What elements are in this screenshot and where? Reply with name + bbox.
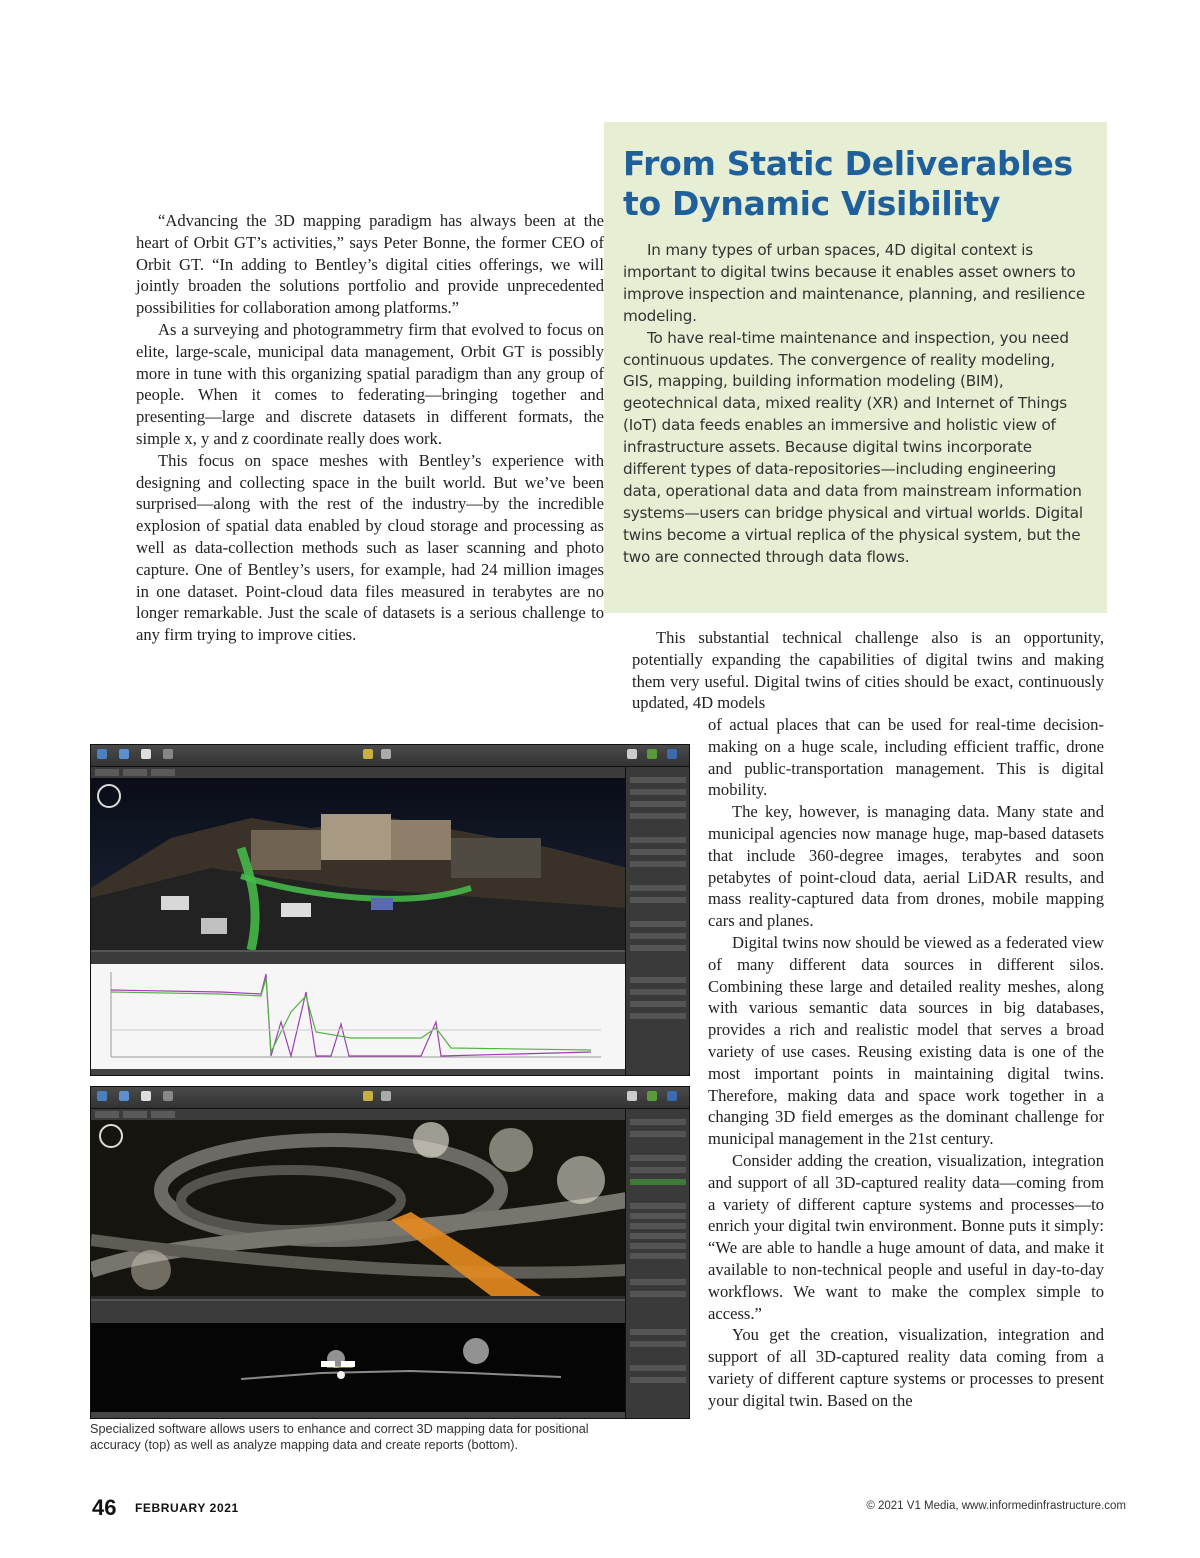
inspector-icon [119, 1091, 129, 1101]
measurement-panel [625, 1109, 689, 1419]
measure-icon [363, 749, 373, 759]
left-article-column [136, 210, 604, 646]
footer-left [92, 1495, 239, 1521]
right-column-top [632, 627, 1104, 714]
paragraph: “Advancing the 3D mapping paradigm has always been at the heart of Orbit GT’s activities,” says Peter Bonne, the former CEO of Orbit GT. “In adding to Bentley’s digital cities offerings, we will jointly broaden the solutions portfolio and provide unprecedented possibilities for collaboration among platforms.” [136, 211, 604, 318]
paragraph: The key, however, is managing data. Many state and municipal agencies now manage huge, map-based datasets that include 360-degree images, terabytes and soon petabytes of point-cloud data, aerial LiDAR results, and mass reality-captured data from drones, mobile mapping cars and planes. [708, 802, 1104, 931]
app-toolbar [91, 1087, 690, 1109]
figure-caption: Specialized software allows users to enhance and correct 3D mapping data for positional accuracy (top) as well as analyze mapping data and create reports (bottom). [90, 1422, 589, 1453]
status-bar [91, 1069, 627, 1076]
cross-section-graphic [91, 1301, 627, 1414]
library-icon [667, 749, 677, 759]
paragraph: This substantial technical challenge also is an opportunity, potentially expanding the capabilities of digital twins and making them very useful. Digital twins of cities should be exact, continuously updated, 4D models [632, 628, 1104, 713]
workspace-icon [97, 749, 107, 759]
select-icon [381, 749, 391, 759]
elevation-profile-graph [91, 952, 627, 1071]
sidebar-title-line2: to Dynamic Visibility [623, 184, 1001, 223]
view-tabs [91, 1109, 627, 1120]
inspector-icon [119, 749, 129, 759]
sidebar-paragraph: In many types of urban spaces, 4D digital context is important to digital twins because it enables asset owners to improve inspection and maintenance, planning, and resilience modeling. [623, 241, 1086, 325]
street-point-cloud-graphic [91, 778, 627, 950]
page-number: 46 [92, 1495, 117, 1520]
app-toolbar [91, 745, 690, 767]
point-cloud-street-view [91, 778, 627, 950]
tools-icon [627, 1091, 637, 1101]
workspace-icon [97, 1091, 107, 1101]
select-icon [381, 1091, 391, 1101]
software-screenshots-figure [90, 744, 690, 1419]
preferences-icon [141, 1091, 151, 1101]
highway-point-cloud-graphic [91, 1120, 627, 1296]
sidebar-paragraph: To have real-time maintenance and inspection, you need continuous updates. The convergence of reality modeling, GIS, mapping, building information modeling (BIM), geotechnical data, mixed reality (XR) and Internet of Things (IoT) data feeds enables an immersive and holistic view of infrastructure assets. Because digital twins incorporate different types of data-repositories—including engineering data, operational data and data from mainstream information systems—users can bridge physical and virtual worlds. Digital twins become a virtual replica of the physical system, but the two are connected through data flows. [623, 328, 1083, 566]
footer-copyright: © 2021 V1 Media, www.informedinfrastructure.com [866, 1500, 1126, 1512]
inspector-panel [625, 767, 689, 1076]
library-icon [667, 1091, 677, 1101]
save-icon [163, 1091, 173, 1101]
point-cloud-highway-view [91, 1120, 627, 1296]
paragraph: As a surveying and photogrammetry firm that evolved to focus on elite, large-scale, municipal data management, Orbit GT is possibly more in tune with this organizing spatial paradigm than any group of people. When it comes to federating—bringing together and presenting—large and discrete datasets in different formats, the simple x, y and z coordinate really does work. [136, 319, 604, 448]
sidebar-box [604, 122, 1107, 613]
paragraph: You get the creation, visualization, integration and support of all 3D-captured reality data coming from a variety of different capture systems or processes to present your digital twin. Based on the [708, 1325, 1104, 1410]
view-tabs [91, 767, 627, 778]
save-icon [163, 749, 173, 759]
paragraph: Digital twins now should be viewed as a federated view of many different data sources in different silos. Combining these large and detailed reality meshes, along with various semantic data sources in big databases, provides a rich and realistic model that serves a broad variety of use cases. Reusing existing data is one of the most important points in maintaining digital twins. Therefore, making data and space work together in a changing 3D field emerges as the dominant challenge for municipal management in the 21st century. [708, 932, 1104, 1149]
issue-date: FEBRUARY 2021 [134, 1501, 239, 1515]
cross-section-panel [91, 1299, 627, 1419]
screenshot-highway-analysis [90, 1086, 690, 1419]
screenshot-street-mapping [90, 744, 690, 1076]
tools-icon [627, 749, 637, 759]
preferences-icon [141, 749, 151, 759]
paragraph: Consider adding the creation, visualization, integration and support of all 3D-captured reality data—coming from a variety of different capture systems and processes—to enrich your digital twin environment. Bonne puts it simply: “We are able to handle a huge amount of data, and make it available to non-technical people and useful in day-to-day workflows. We want to make the complex simple to access.” [708, 1150, 1104, 1323]
measure-icon [363, 1091, 373, 1101]
sidebar-title [623, 144, 1087, 224]
extensions-icon [647, 1091, 657, 1101]
elevation-profile-panel [91, 950, 627, 1076]
sidebar-title-line1: From Static Deliverables [623, 144, 1073, 183]
right-article-column [708, 714, 1104, 1412]
paragraph: This focus on space meshes with Bentley’s experience with designing and collecting space in the built world. But we’ve been surprised—along with the rest of the industry—by the incredible explosion of spatial data enabled by cloud storage and processing as well as data-collection methods such as laser scanning and photo capture. One of Bentley’s users, for example, had 24 million images in one dataset. Point-cloud data files measured in terabytes are no longer remarkable. Just the scale of datasets is a serious challenge to any firm trying to improve cities. [136, 450, 604, 645]
paragraph-continued: of actual places that can be used for real-time decision-making on a huge scale, including efficient traffic, drone and public-transportation management. This is digital mobility. [708, 715, 1104, 800]
status-bar [91, 1412, 627, 1419]
extensions-icon [647, 749, 657, 759]
